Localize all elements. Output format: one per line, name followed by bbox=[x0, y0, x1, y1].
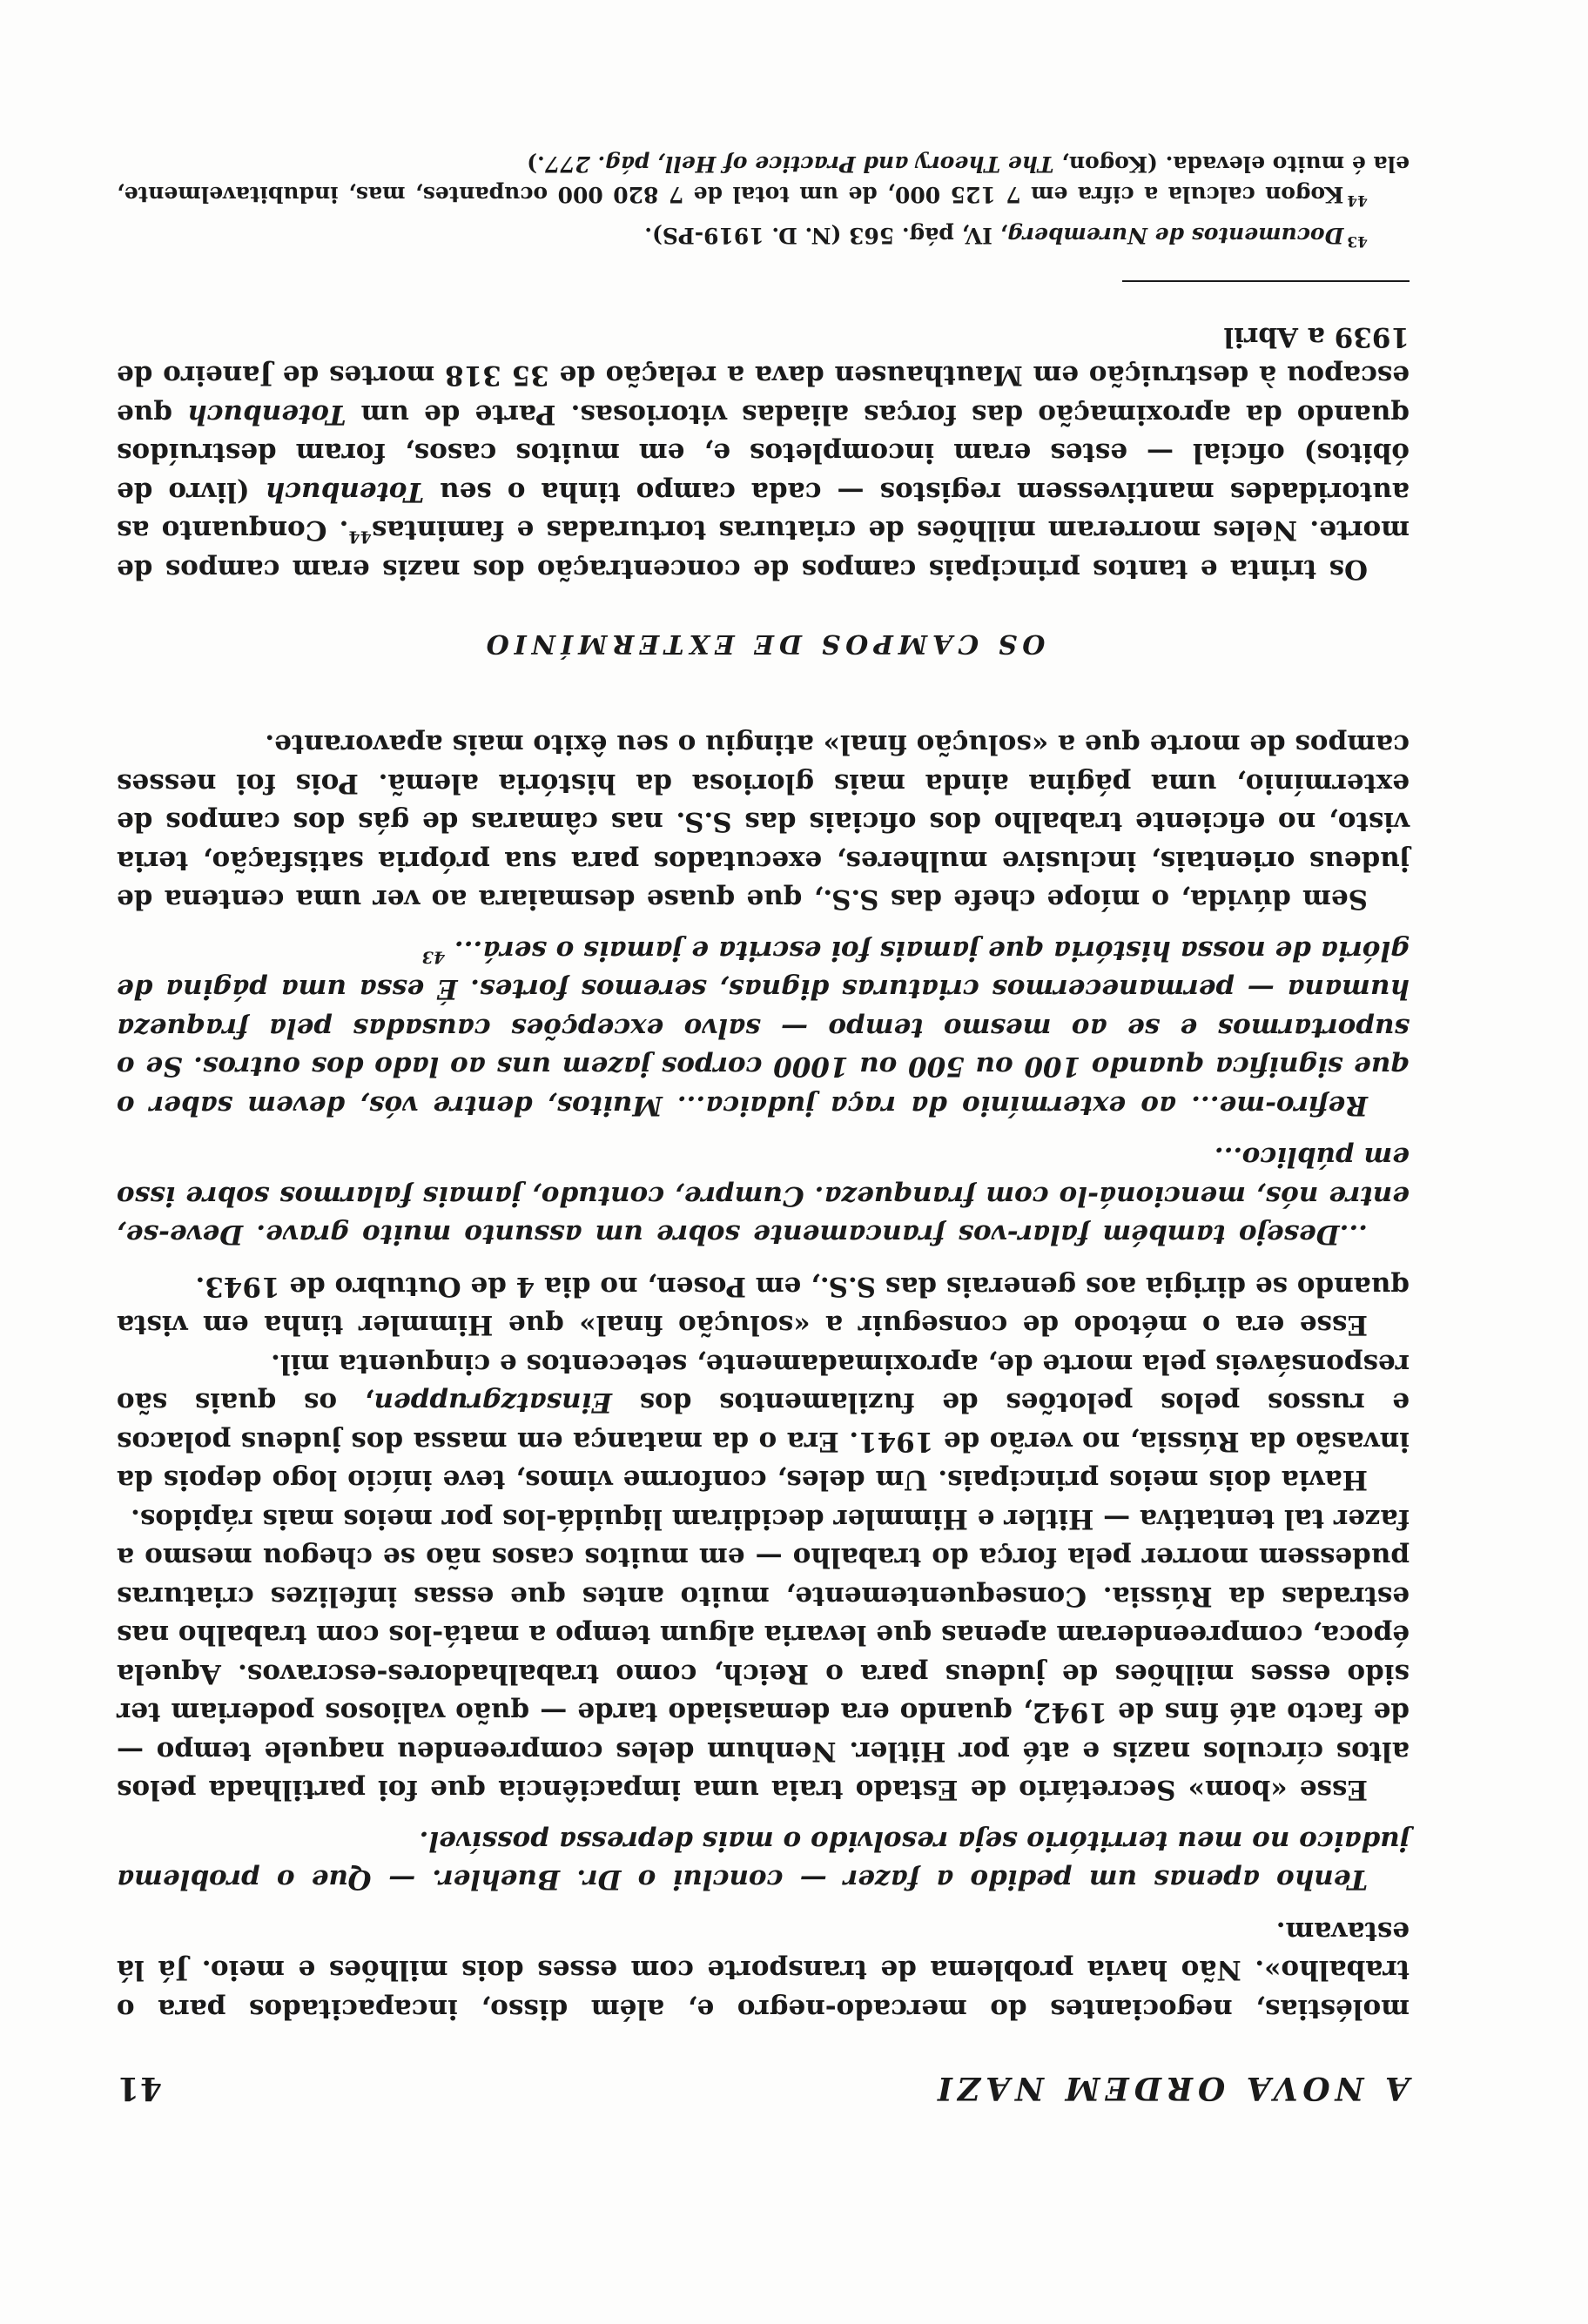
quote-himmler-1: ...Desejo também falar-vos francamente sobre um assunto muito grave. Deve-se, entre nós, mencioná-lo com franqueza. Cumpre, contudo, jamais falarmos sobre isso em público... bbox=[117, 1141, 1410, 1251]
paragraph-continuation: moléstias, negociantes do mercado-negro e, além disso, incapacitados para o trabalho». Não havia problema de transporte com esses dois milhões e meio. Já lá estavam. bbox=[117, 1916, 1410, 2025]
text-segment: , IV, pág. 563 (N. D. 1919-PS). bbox=[644, 223, 1008, 249]
text-segment: .) bbox=[527, 151, 545, 178]
text-segment: que escapou à destruição em Mauthausen dava a relação de 35 318 mortes de Janeiro de 1939 a Abril bbox=[117, 321, 1410, 430]
text-segment: . Conquanto as autoridades mantivessem registos — cada campo tinha o seu bbox=[116, 476, 1410, 547]
footnote-source: The Theory and Practice of Hell, pág. 277 bbox=[544, 151, 1054, 178]
paragraph-posen: Esse era o método de conseguir a «solução final» que Himmler tinha em vista quando se dirigia aos generais das S.S., em Posen, no dia 4 de Outubro de 1943. bbox=[117, 1271, 1410, 1341]
quote-buehler: Tenho apenas um pedido a fazer — conclui o Dr. Buehler. — Que o problema judaico no meu território seja resolvido o mais depressa possível. bbox=[117, 1825, 1410, 1896]
quote-himmler-2 bbox=[117, 931, 1410, 1125]
footnote-ref-44: 44 bbox=[348, 527, 372, 547]
text-segment: , os quais são responsáveis pela morte de, aproximadamente, setecentos e cinquenta mil. bbox=[116, 1348, 1410, 1419]
page-header bbox=[117, 2054, 1410, 2106]
section-title: OS CAMPOS DE EXTERMÍNIO bbox=[481, 628, 1046, 659]
emphasis-totenbuch: Totenbuch bbox=[187, 399, 347, 430]
paragraph-death-camps bbox=[117, 318, 1410, 589]
emphasis-einsatzgruppen: Einsatzgruppen bbox=[373, 1387, 613, 1419]
footnote-number: 43 bbox=[1347, 232, 1368, 250]
page-content bbox=[117, 150, 1410, 2107]
running-title: A NOVA ORDEM NAZI bbox=[932, 2070, 1410, 2106]
paragraph-two-methods bbox=[117, 1345, 1410, 1500]
footnote-43 bbox=[117, 221, 1410, 252]
footnote-44 bbox=[117, 150, 1410, 211]
footnote-divider bbox=[1122, 281, 1410, 283]
footnote-ref-43: 43 bbox=[421, 947, 446, 967]
footnote-source: Documentos de Nuremberg bbox=[1007, 223, 1344, 249]
text-segment: Kogon calcula a cifra em 7 125 000, de um total de 7 820 000 ocupantes, mas, indubitavelmente, ela é muito elevada. (Kogon, bbox=[117, 151, 1410, 208]
text-segment: Os trinta e tantos principais campos de concentração dos nazis eram campos de morte. Neles morreram milhões de criaturas torturadas e famintas bbox=[117, 514, 1410, 585]
footnote-number: 44 bbox=[1347, 191, 1368, 209]
text-segment: Havia dois meios principais. Um deles, conforme vimos, teve início logo depois da invasão da Rússia, no verão de 1941. Era o da matança em massa dos judeus polacos e russos pelos pelotões de fuzilamentos dos bbox=[117, 1387, 1410, 1496]
paragraph-secretary: Esse «bom» Secretário de Estado traia uma impaciência que foi partilhada pelos altos círculos nazis e até por Hitler. Nenhum deles compreendeu naquele tempo — de facto até fins de 1942, quando era demasiado tarde — quão valiosos poderiam ter sido esses milhões de judeus para o Reich, como trabalhadores-escravos. Aquela época, compreenderam apenas que levaria algum tempo a matá-los com trabalho nas estradas da Rússia. Consequentemente, muito antes que essas infelizes criaturas pudessem morrer pela força do trabalho — em muitos casos não se chegou mesmo a fazer tal tentativa — Hitler e Himmler decidiram liquidá-los por meios mais rápidos. bbox=[117, 1503, 1410, 1806]
paragraph-ss-chief: Sem dúvida, o míope chefe das S.S., que quase desmaiara ao ver uma centena de judeus orientais, inclusive mulheres, executados para sua própria satisfação, teria visto, no eficiente trabalho dos oficiais das S.S. nas câmaras de gás dos campos de extermínio, uma página ainda mais gloriosa da história alemã. Pois foi nesses campos de morte que a «solução final» atingiu o seu êxito mais apavorante. bbox=[117, 729, 1410, 916]
emphasis-totenbuch: Totenbuch bbox=[265, 476, 425, 507]
text-segment: Refiro-me... ao extermínio da raça judaica... Muitos, dentre vós, devem saber o que significa quando 100 ou 500 ou 1000 corpos jazem uns ao lado dos outros. Se o suportarmos e se ao mesmo tempo — salvo excepções causadas pela fraqueza humana — permanecermos criaturas dignas, seremos fortes. É essa uma página de glória de nossa história que jamais foi escrita e jamais o será... bbox=[117, 935, 1410, 1121]
page-number: 41 bbox=[117, 2070, 163, 2106]
text-segment: (livro de óbitos) oficial — estes eram incompletos e, em muitos casos, foram destruídos quando da aproximação das forças aliadas vitoriosas. Parte de um bbox=[117, 399, 1410, 507]
